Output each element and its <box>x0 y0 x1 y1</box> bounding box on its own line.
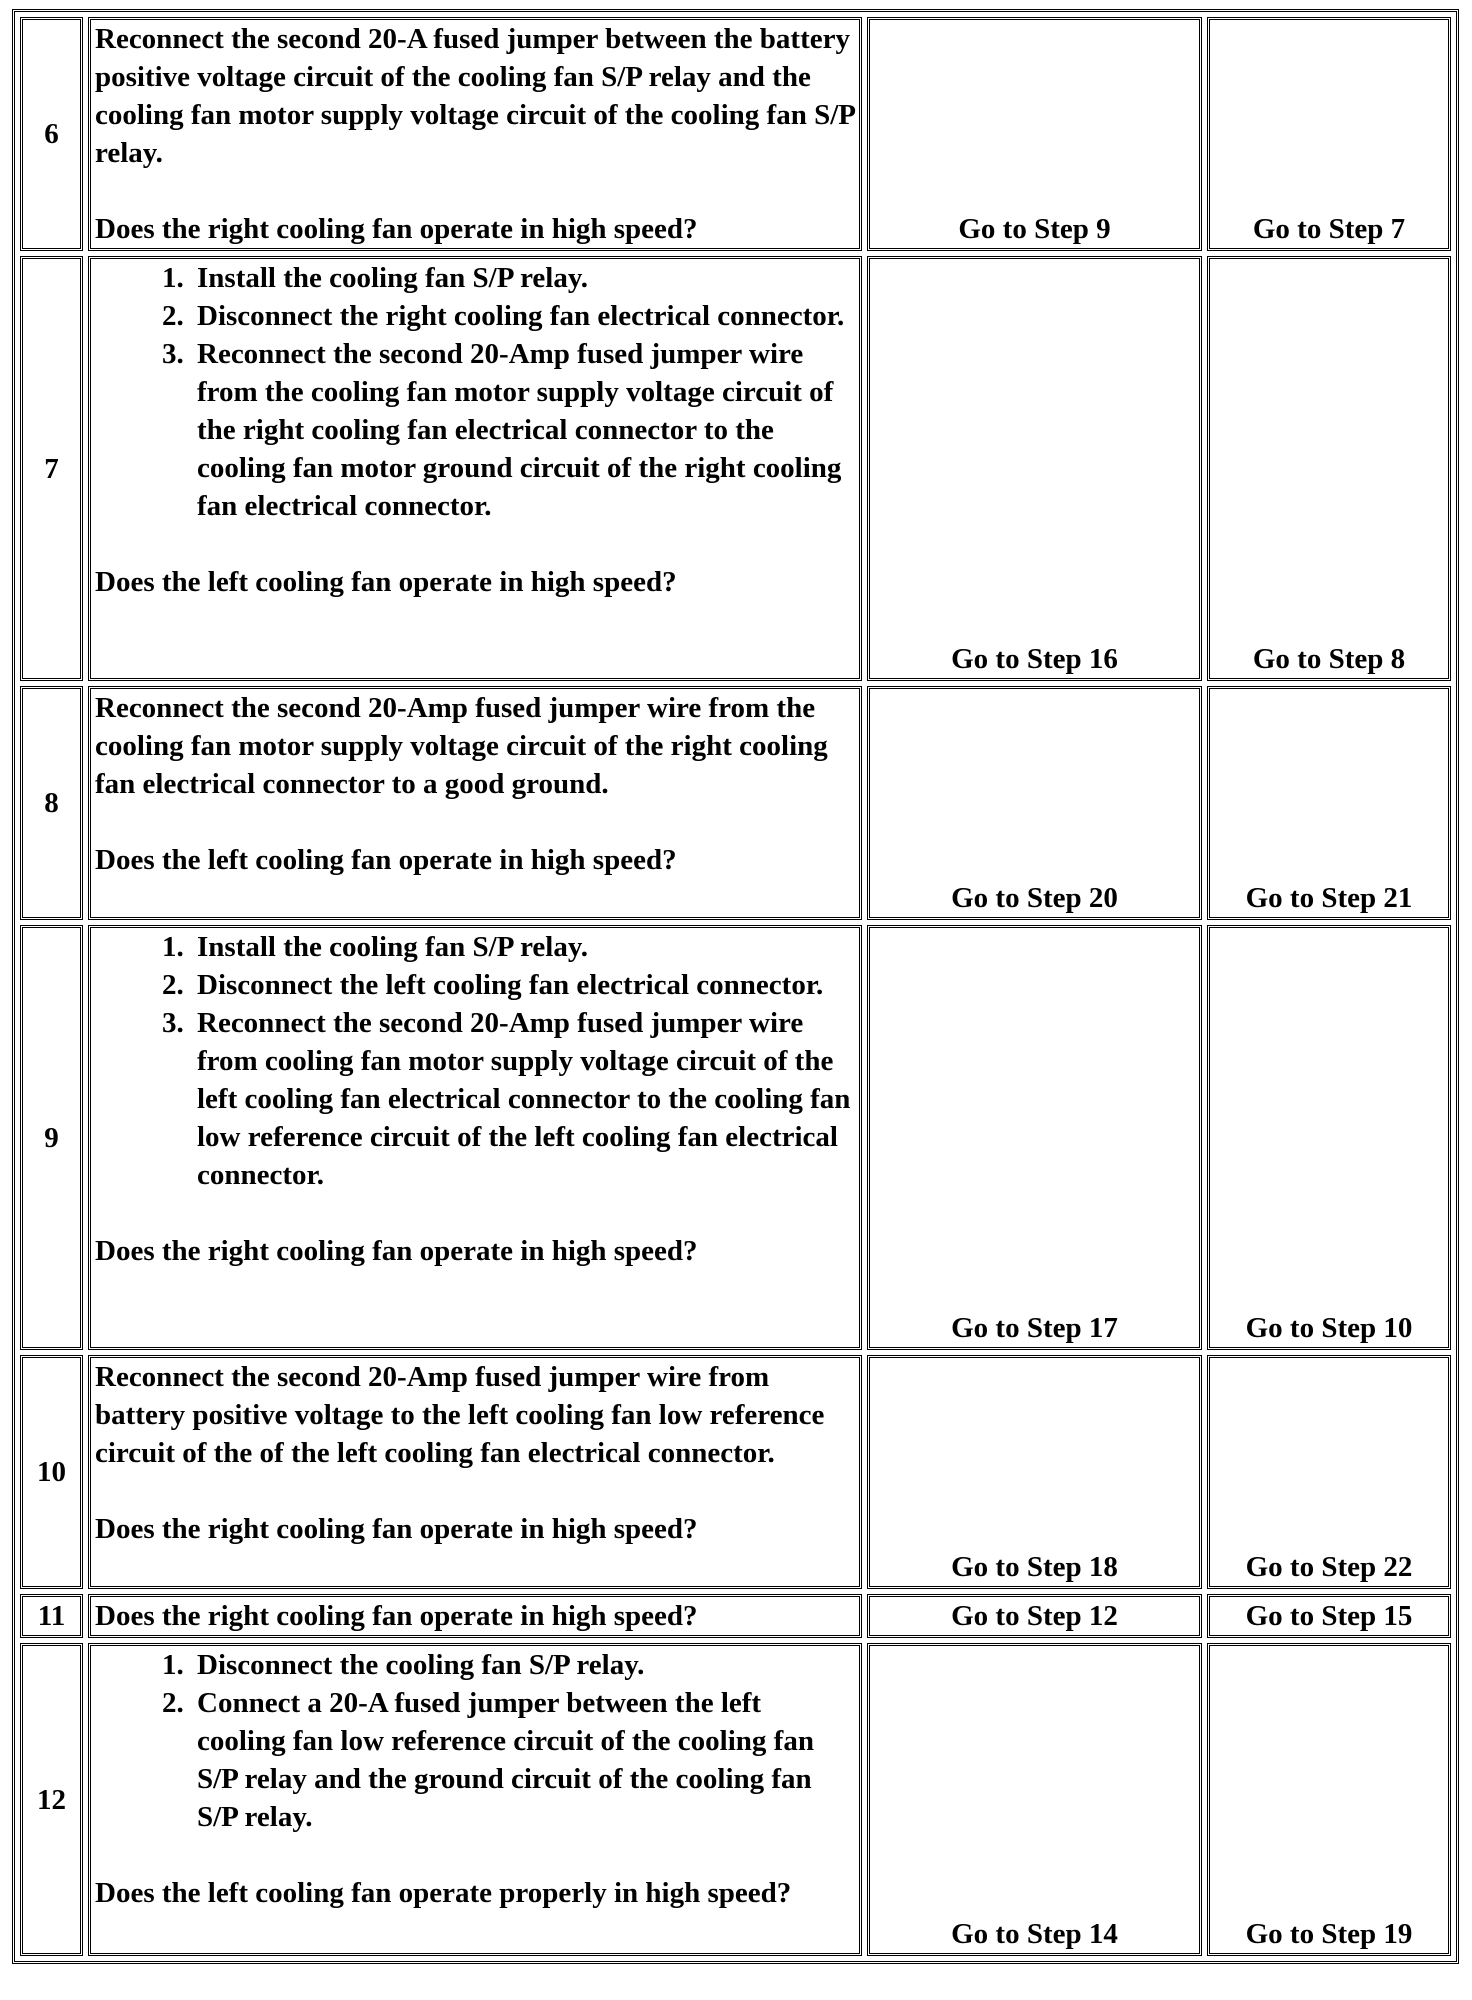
step-number: 12 <box>20 1643 83 1956</box>
yes-result: Go to Step 14 <box>867 1643 1202 1956</box>
spacer <box>95 1836 855 1874</box>
substep-list <box>95 259 855 525</box>
yes-result: Go to Step 9 <box>867 17 1202 251</box>
step-number: 8 <box>20 686 83 920</box>
substep-item: 1. Install the cooling fan S/P relay. <box>191 259 855 297</box>
question-text: Does the left cooling fan operate properly in high speed? <box>95 1877 792 1909</box>
question-text: Does the right cooling fan operate in high speed? <box>95 1600 698 1632</box>
spacer <box>95 172 855 210</box>
yes-result: Go to Step 17 <box>867 925 1202 1350</box>
no-result: Go to Step 19 <box>1207 1643 1451 1956</box>
table-row <box>20 1594 1451 1638</box>
table-row <box>20 925 1451 1350</box>
substep-item: 3. Reconnect the second 20-Amp fused jumper wire from the cooling fan motor supply voltage circuit of the right cooling fan electrical connector to the cooling fan motor ground circuit of the right cooling fan electrical connector. <box>191 335 855 525</box>
action-cell <box>88 256 862 681</box>
table-row <box>20 1355 1451 1589</box>
no-result: Go to Step 21 <box>1207 686 1451 920</box>
no-result: Go to Step 15 <box>1207 1594 1451 1638</box>
no-result: Go to Step 10 <box>1207 925 1451 1350</box>
no-result: Go to Step 7 <box>1207 17 1451 251</box>
table-row <box>20 686 1451 920</box>
action-cell <box>88 1594 862 1638</box>
substep-item: 2. Disconnect the right cooling fan electrical connector. <box>191 297 855 335</box>
question-text: Does the right cooling fan operate in high speed? <box>95 213 698 245</box>
no-result: Go to Step 8 <box>1207 256 1451 681</box>
substep-item: 2. Disconnect the left cooling fan electrical connector. <box>191 966 855 1004</box>
substep-item: 2. Connect a 20-A fused jumper between the left cooling fan low reference circuit of the cooling fan S/P relay and the ground circuit of the cooling fan S/P relay. <box>191 1684 855 1836</box>
diagnostic-steps-table <box>12 9 1459 1964</box>
yes-result: Go to Step 20 <box>867 686 1202 920</box>
substep-item: 3. Reconnect the second 20-Amp fused jumper wire from cooling fan motor supply voltage circuit of the left cooling fan electrical connector to the cooling fan low reference circuit of the left cooling fan electrical connector. <box>191 1004 855 1194</box>
spacer <box>95 1194 855 1232</box>
spacer <box>95 1472 855 1510</box>
action-cell <box>88 1643 862 1956</box>
no-result: Go to Step 22 <box>1207 1355 1451 1589</box>
spacer <box>95 803 855 841</box>
table-row <box>20 17 1451 251</box>
action-text: Reconnect the second 20-Amp fused jumper wire from battery positive voltage to the left cooling fan low reference circuit of the of the left cooling fan electrical connector. <box>95 1361 825 1469</box>
action-cell <box>88 17 862 251</box>
step-number: 10 <box>20 1355 83 1589</box>
table-row <box>20 256 1451 681</box>
document-page <box>12 9 1458 1964</box>
step-number: 7 <box>20 256 83 681</box>
table-row <box>20 1643 1451 1956</box>
step-number: 6 <box>20 17 83 251</box>
action-cell <box>88 1355 862 1589</box>
step-number: 11 <box>20 1594 83 1638</box>
question-text: Does the right cooling fan operate in high speed? <box>95 1235 698 1267</box>
substep-item: 1. Disconnect the cooling fan S/P relay. <box>191 1646 855 1684</box>
substep-list <box>95 928 855 1194</box>
action-cell <box>88 925 862 1350</box>
substep-item: 1. Install the cooling fan S/P relay. <box>191 928 855 966</box>
yes-result: Go to Step 18 <box>867 1355 1202 1589</box>
question-text: Does the left cooling fan operate in high speed? <box>95 844 677 876</box>
question-text: Does the right cooling fan operate in high speed? <box>95 1513 698 1545</box>
substep-list <box>95 1646 855 1836</box>
yes-result: Go to Step 16 <box>867 256 1202 681</box>
action-cell <box>88 686 862 920</box>
action-text: Reconnect the second 20-Amp fused jumper wire from the cooling fan motor supply voltage circuit of the right cooling fan electrical connector to a good ground. <box>95 692 828 800</box>
action-text: Reconnect the second 20-A fused jumper between the battery positive voltage circuit of the cooling fan S/P relay and the cooling fan motor supply voltage circuit of the cooling fan S/P relay. <box>95 23 855 169</box>
step-number: 9 <box>20 925 83 1350</box>
spacer <box>95 525 855 563</box>
question-text: Does the left cooling fan operate in high speed? <box>95 566 677 598</box>
yes-result: Go to Step 12 <box>867 1594 1202 1638</box>
